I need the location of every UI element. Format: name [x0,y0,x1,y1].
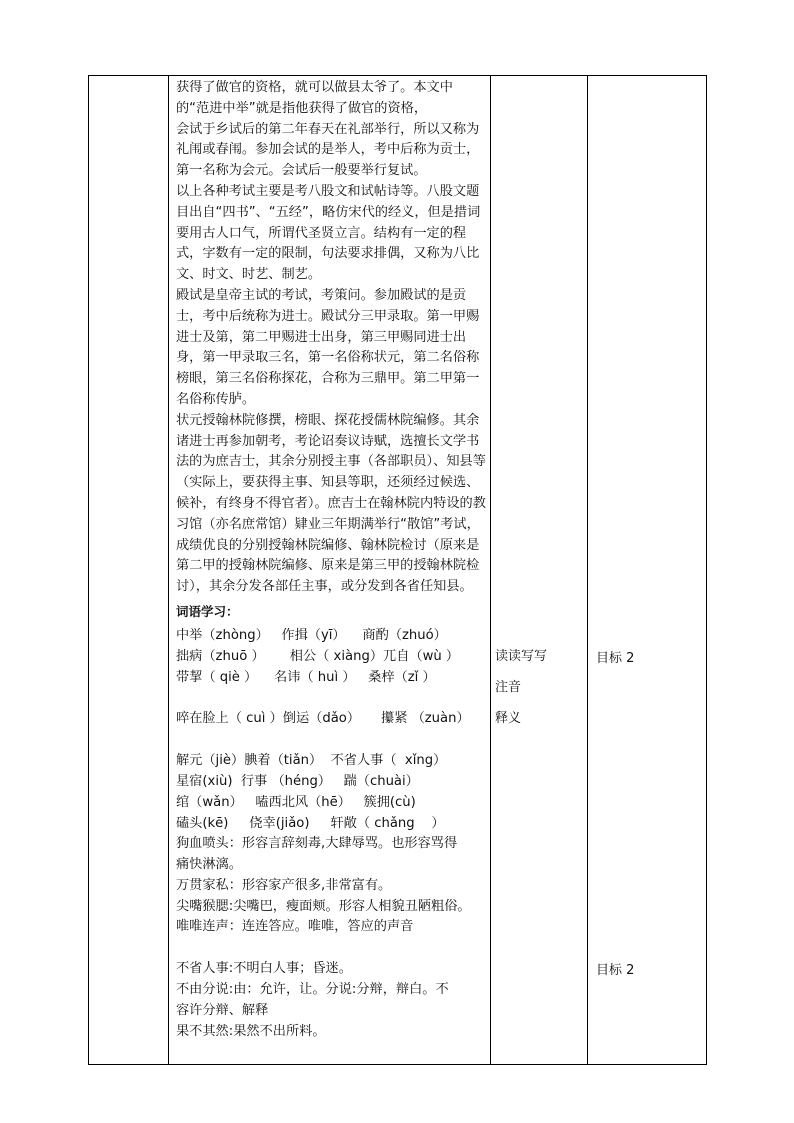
lesson-table [88,75,707,1065]
vocab-line: 不由分说:由：允许，让。分说:分辩，辩白。不 [176,982,449,998]
vocab-line: 唯唯连声：连连答应。唯唯，答应的声音 [176,919,414,935]
method-column [495,641,585,734]
blank-line [176,730,486,751]
method-item: 注音 [495,680,522,695]
vocab-heading: 词语学习： [176,603,239,619]
method-item: 释义 [495,711,522,726]
vocab-line: 啐在脸上（ cuì ）倒运（dǎo） 攥紧 （zuàn） [176,711,470,727]
vocab-line: 不省人事:不明白人事；昏迷。 [176,961,352,977]
vocab-line: 容许分辩、解释 [176,1002,269,1018]
vocab-line: 星宿(xiù) 行事 （héng） 踹（chuài） [176,773,419,789]
vocab-line: 尖嘴猴腮:尖嘴巴，瘦面颊。形容人相貌丑陋粗俗。 [176,898,471,914]
vocab-line: 拙病（zhuō ） 相公（ xiàng）兀自（wù ） [176,648,460,664]
vocab-line: 解元（jiè）腆着（tiǎn） 不省人事（ xǐng） [176,753,447,769]
goal-label: 目标 2 [596,651,635,666]
vocab-line: 痛快淋漓。 [176,857,242,873]
column-divider [587,76,588,1064]
vocab-line: 绾（wǎn） 嗑西北风（hē） 簇拥(cù) [176,794,416,810]
column-divider [168,76,169,1064]
vocab-line: 狗血喷头：形容言辞刻毒,大肆辱骂。也形容骂得 [176,836,458,852]
paragraph: 状元授翰林院修撰，榜眼、探花授儒林院编修。其余诸进士再参加朝考，考论诏奏议诗赋，选擅长文学书法的为庶吉士，其余分别授主事（各部职员）、知县等（实际上，要获得主事、知县等职，还须经过候选、候补，有终身不得官者）。庶吉士在翰林院内特设的教习馆（亦名庶常馆）肄业三年期满举行“散馆”考试，成绩优良的分别授翰林院编修、翰林院检讨（原来是第二甲的授翰林院编修、原来是第三甲的授翰林院检讨），其余分发各部任主事，或分发到各省任知县。 [176,412,486,595]
paragraph: 会试于乡试后的第二年春天在礼部举行，所以又称为礼闱或春闱。参加会试的是举人，考中后称为贡士，第一名称为会元。会试后一般要举行复试。 [176,121,480,179]
vocab-line: 磕头(kē) 侥幸(jiǎo) 轩敞（ chǎng ） [176,815,445,831]
content-column [172,76,490,1042]
vocab-list [176,626,486,1043]
paragraph: 获得了做官的资格，就可以做县太爷了。本文中的“范进中举”就是指他获得了做官的资格， [176,80,453,116]
blank-line [176,688,486,709]
vocab-line: 果不其然:果然不出所料。 [176,1023,326,1039]
vocab-line: 中举（zhòng） 作揖（yī） 商酌（zhuó） [176,627,447,643]
paragraph: 殿试是皇帝主试的考试，考策问。参加殿试的是贡士，考中后统称为进士。殿试分三甲录取。第一甲赐进士及第，第二甲赐进士出身，第三甲赐同进士出身，第一甲录取三名，第一名俗称状元，第二名俗称榜眼，第三名俗称探花，合称为三鼎甲。第二甲第一名俗称传胪。 [176,287,480,407]
method-item: 读读写写 [495,649,548,664]
vocab-line: 万贯家私：形容家产很多,非常富有。 [176,877,392,893]
blank-line [176,938,486,959]
column-divider [490,76,491,1064]
paragraph: 以上各种考试主要是考八股文和试帖诗等。八股文题目出自“四书”、“五经”，略仿宋代的经义，但是措词要用古人口气，所谓代圣贤立言。结构有一定的程式，字数有一定的限制，句法要求排偶，又称为八比文、时文、时艺、制艺。 [176,183,481,283]
goal-label: 目标 2 [596,963,635,978]
vocab-line: 带挈（ qiè ） 名讳（ huì ） 桑梓（zǐ ） [176,669,436,685]
